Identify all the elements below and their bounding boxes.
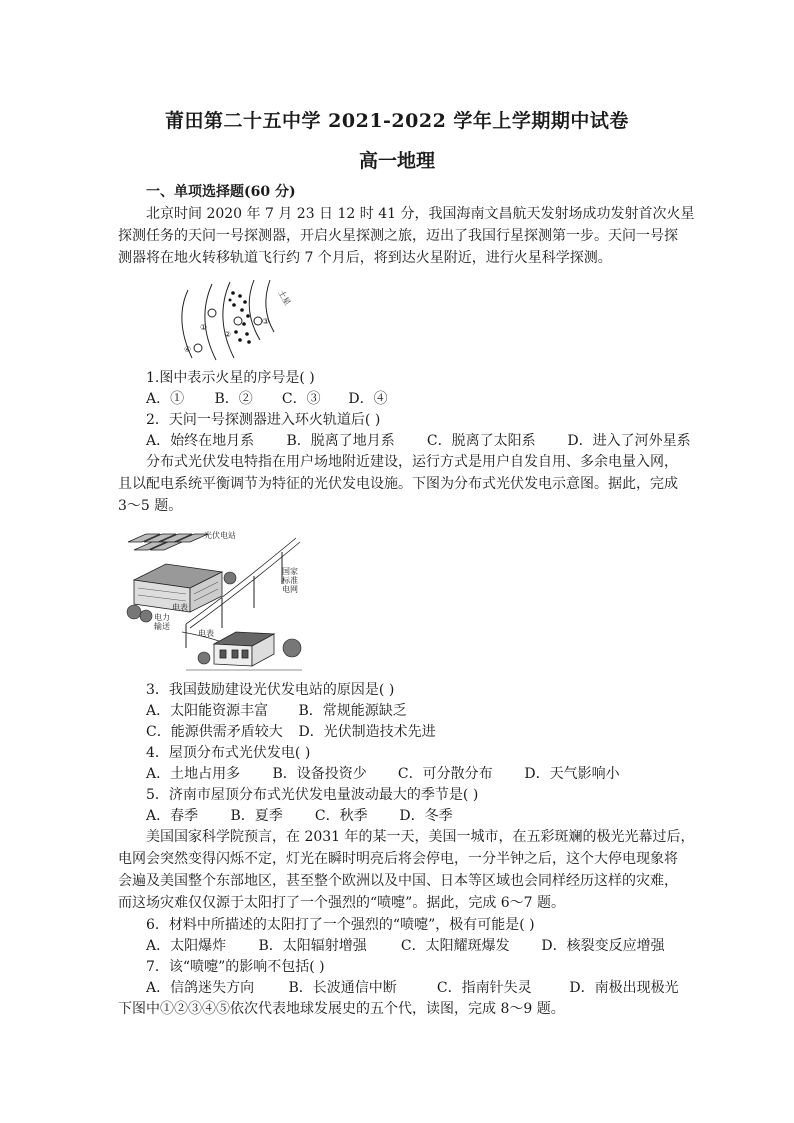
q7-option-a[interactable]: A．信鸽迷失方向 (146, 980, 255, 996)
q1-stem: 1.图中表示火星的序号是( ) (146, 370, 315, 386)
q5-stem: 5．济南市屋顶分布式光伏发电量波动最大的季节是( ) (146, 787, 479, 803)
label-grid-2: 标准 (282, 576, 298, 585)
planet-marker-3 (254, 317, 262, 325)
label-transmit-2: 输送 (154, 622, 170, 631)
q2-option-a[interactable]: A．始终在地月系 (146, 433, 255, 449)
passage2-line-1: 分布式光伏发电特指在用户场地附近建设，运行方式是用户自发自用、多余电量入网， (146, 454, 678, 470)
q5-option-b[interactable]: B．夏季 (230, 808, 283, 824)
q5-options (146, 807, 453, 825)
label-3: ③ (262, 317, 270, 326)
q3-options-row1 (146, 702, 407, 720)
q7-option-c[interactable]: C．指南针失灵 (436, 980, 532, 996)
passage3-line-3: 会遍及美国整个东部地区，甚至整个欧洲以及中国、日本等区域也会同样经历这样的灾难， (118, 873, 678, 889)
q4-option-b[interactable]: B．设备投资少 (272, 766, 367, 782)
q1-option-d[interactable]: D．④ (348, 391, 388, 407)
label-2: ② (224, 330, 232, 339)
q4-option-c[interactable]: C．可分散分布 (397, 766, 493, 782)
orbit-arc-4 (249, 280, 260, 340)
section-heading: 一、单项选择题(60 分) (146, 184, 296, 200)
passage4-line: 下图中①②③④⑤依次代表地球发展史的五个代，读图，完成 8～9 题。 (118, 1001, 565, 1017)
q6-option-b[interactable]: B．太阳辐射增强 (258, 938, 367, 954)
passage3-line-2: 电网会突然变得闪烁不定，灯光在瞬时明亮后将会停电，一分半钟之后，这个大停电现象将 (118, 851, 678, 867)
pv-diagram (126, 528, 306, 673)
orbit-diagram (170, 280, 300, 360)
label-saturn: 土星 (276, 288, 293, 307)
label-1: ① (200, 323, 208, 332)
q5-option-d[interactable]: D．冬季 (399, 808, 453, 824)
passage1-line-2: 探测任务的天问一号探测器，开启火星探测之旅，迈出了我国行星探测第一步。天问一号探 (118, 228, 678, 244)
q4-options (146, 765, 620, 783)
exam-subject: 高一地理 (358, 150, 435, 172)
q6-stem: 6．材料中所描述的太阳打了一个强烈的“喷嚏”，极有可能是( ) (146, 917, 535, 933)
passage2-line-2: 且以配电系统平衡调节为特征的光伏发电设施。下图为分布式光伏发电示意图。据此，完成 (118, 476, 678, 492)
exam-title: 莆田第二十五中学 2021-2022 学年上学期期中试卷 (165, 110, 629, 132)
q1-option-b[interactable]: B．② (214, 391, 253, 407)
label-4: ④ (184, 345, 192, 354)
q3-stem: 3．我国鼓励建设光伏发电站的原因是( ) (146, 682, 395, 698)
q1-options (146, 390, 388, 408)
passage3-line-1: 美国国家科学院预言，在 2031 年的某一天，美国一城市，在五彩斑斓的极光光幕过后， (146, 829, 695, 845)
q4-stem: 4．屋顶分布式光伏发电( ) (146, 745, 311, 761)
q4-option-d[interactable]: D．天气影响小 (524, 766, 620, 782)
q3-option-c[interactable]: C．能源供需矛盾较大 (146, 724, 283, 740)
planet-marker-1 (208, 309, 216, 317)
q6-options (146, 937, 665, 955)
passage2-line-3: 3～5 题。 (118, 498, 183, 514)
q3-option-a[interactable]: A．太阳能资源丰富 (146, 703, 269, 719)
planet-marker-4 (194, 344, 202, 352)
q5-option-c[interactable]: C．秋季 (314, 808, 368, 824)
q7-stem: 7．该“喷嚏”的影响不包括( ) (146, 959, 325, 975)
planet-marker-2 (234, 317, 242, 325)
label-meter-2: 电表 (198, 629, 214, 638)
label-transmit-1: 电力 (154, 613, 170, 622)
q3-option-d[interactable]: D．光伏制造技术先进 (298, 724, 436, 740)
q2-options (146, 432, 691, 450)
q2-option-d[interactable]: D．进入了河外星系 (567, 433, 691, 449)
orbit-arc-2 (205, 284, 216, 360)
label-grid-1: 国家 (282, 567, 298, 576)
q3-options-row2 (146, 723, 436, 741)
q1-option-c[interactable]: C．③ (281, 391, 321, 407)
house (214, 632, 274, 666)
q6-option-c[interactable]: C．太阳耀斑爆发 (400, 938, 510, 954)
solar-panels (128, 534, 208, 550)
passage3-line-4: 而这场灾难仅仅源于太阳打了一个强烈的“喷嚏”。据此，完成 6～7 题。 (118, 895, 566, 911)
q7-options (146, 979, 679, 997)
q7-option-b[interactable]: B．长波通信中断 (288, 980, 397, 996)
q7-option-d[interactable]: D．南极出现极光 (569, 980, 679, 996)
passage1-line-1: 北京时间 2020 年 7 月 23 日 12 时 41 分，我国海南文昌航天发射场成功发射首次火星 (146, 206, 695, 222)
passage1-line-3: 测器将在地火转移轨道飞行约 7 个月后，将到达火星附近，进行火星科学探测。 (118, 250, 612, 266)
label-grid-3: 电网 (282, 585, 298, 594)
q1-option-a[interactable]: A．① (146, 391, 185, 407)
q6-option-d[interactable]: D．核裂变反应增强 (541, 938, 665, 954)
label-pv-station: 光伏电站 (204, 531, 236, 540)
q2-stem: 2．天问一号探测器进入环火轨道后( ) (146, 412, 381, 428)
q3-option-b[interactable]: B．常规能源缺乏 (298, 703, 407, 719)
q5-option-a[interactable]: A．春季 (146, 808, 199, 824)
q2-option-c[interactable]: C．脱离了太阳系 (426, 433, 536, 449)
q4-option-a[interactable]: A．土地占用多 (146, 766, 241, 782)
q6-option-a[interactable]: A．太阳爆炸 (146, 938, 227, 954)
q2-option-b[interactable]: B．脱离了地月系 (286, 433, 395, 449)
label-meter-1: 电表 (172, 603, 188, 612)
